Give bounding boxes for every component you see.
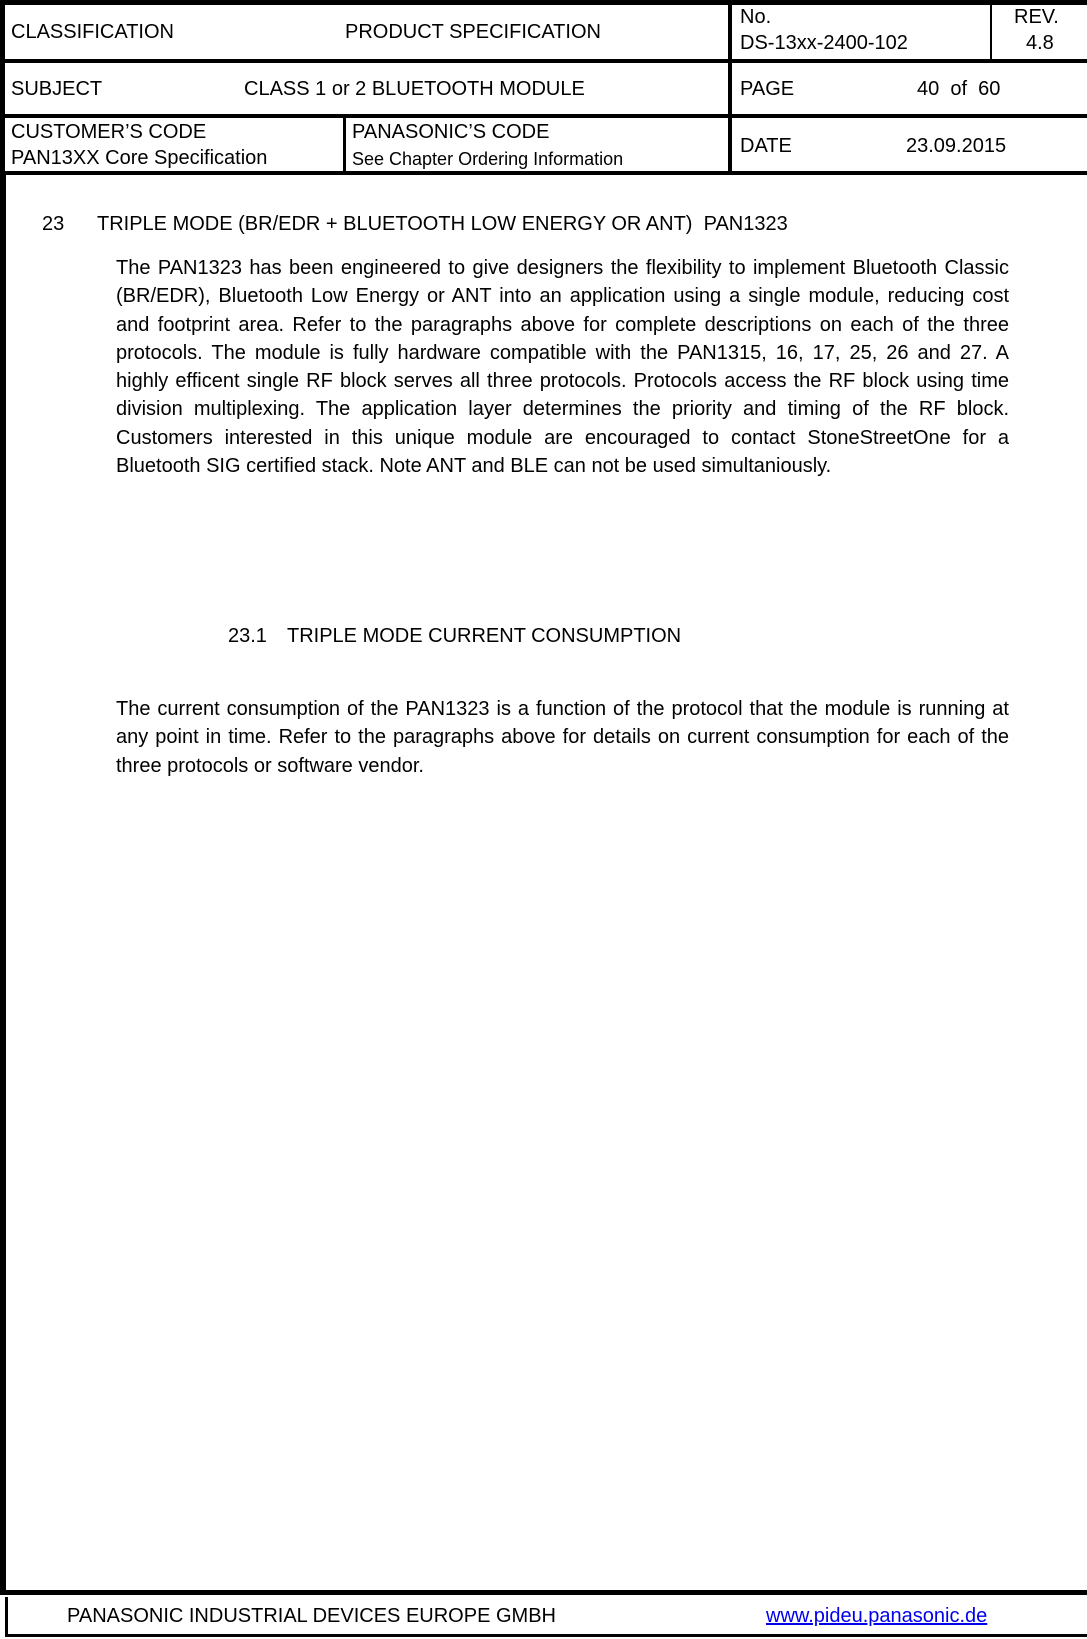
customer-code-value: PAN13XX Core Specification: [11, 147, 268, 169]
header-rule-2: [0, 114, 1087, 118]
revision-label: REV.: [1014, 6, 1059, 28]
subject-value: CLASS 1 or 2 BLUETOOTH MODULE: [244, 78, 585, 100]
panasonic-code-label: PANASONIC’S CODE: [352, 121, 550, 143]
panasonic-code-value: See Chapter Ordering Information: [352, 149, 624, 169]
date-label: DATE: [740, 135, 792, 157]
page-value: 40 of 60: [917, 78, 1001, 100]
footer-website-link[interactable]: www.pideu.panasonic.de: [766, 1605, 988, 1627]
customer-code-label: CUSTOMER’S CODE: [11, 121, 207, 143]
subsection-body-paragraph: The current consumption of the PAN1323 is a function of the protocol that the module is running at any point in time. Refer to the paragraphs above for details on current consumption for each of the three protocols or software vendor.: [116, 698, 1009, 777]
footer-bottom-border: [5, 1634, 1087, 1637]
header-rule-1: [0, 59, 1087, 63]
document-header-table: [0, 0, 1087, 174]
subsection-title: TRIPLE MODE CURRENT CONSUMPTION: [287, 625, 682, 647]
page-label: PAGE: [740, 78, 795, 100]
classification-label: CLASSIFICATION: [11, 21, 174, 43]
header-rule-left: [0, 0, 5, 175]
header-rule-top: [0, 0, 1087, 5]
header-rule-middle: [728, 0, 732, 175]
page-footer: [0, 1597, 1087, 1639]
document-number-label: No.: [740, 6, 772, 28]
content-frame-bottom-border: [0, 1590, 1087, 1595]
section-title: TRIPLE MODE (BR/EDR + BLUETOOTH LOW ENERGY OR ANT) PAN1323: [97, 213, 788, 235]
revision-value: 4.8: [1026, 32, 1054, 54]
footer-company-name: PANASONIC INDUSTRIAL DEVICES EUROPE GMBH: [67, 1605, 556, 1627]
footer-left-border: [5, 1597, 8, 1637]
header-rule-bottom: [0, 171, 1087, 175]
date-value: 23.09.2015: [906, 135, 1007, 157]
header-rule-rev: [990, 0, 992, 60]
document-number-value: DS-13xx-2400-102: [740, 32, 908, 54]
section-heading: [42, 213, 788, 236]
content-frame-left-border: [0, 174, 6, 1594]
section-number: 23: [42, 213, 65, 235]
subject-label: SUBJECT: [11, 78, 103, 100]
section-body-paragraph: The PAN1323 has been engineered to give designers the flexibility to implement Bluetooth Classic (BR/EDR), Bluetooth Low Energy or ANT into an application using a single module, reducing cost and footprint area. Refer to the paragraphs above for complete descriptions on each of the three protocols. The module is fully hardware compatible with the PAN1315, 16, 17, 25, 26 and 27. A highly efficent single RF block serves all three protocols. Protocols access the RF block using time division multiplexing. The application layer determines the priority and timing of the RF block. Customers interested in this unique module are encouraged to contact StoneStreetOne for a Bluetooth SIG certified stack. Note ANT and BLE can not be used simultaniously.: [116, 257, 1009, 478]
header-rule-code: [343, 116, 346, 173]
subsection-heading: [228, 625, 681, 648]
classification-value: PRODUCT SPECIFICATION: [345, 21, 601, 43]
subsection-number: 23.1: [228, 625, 267, 647]
